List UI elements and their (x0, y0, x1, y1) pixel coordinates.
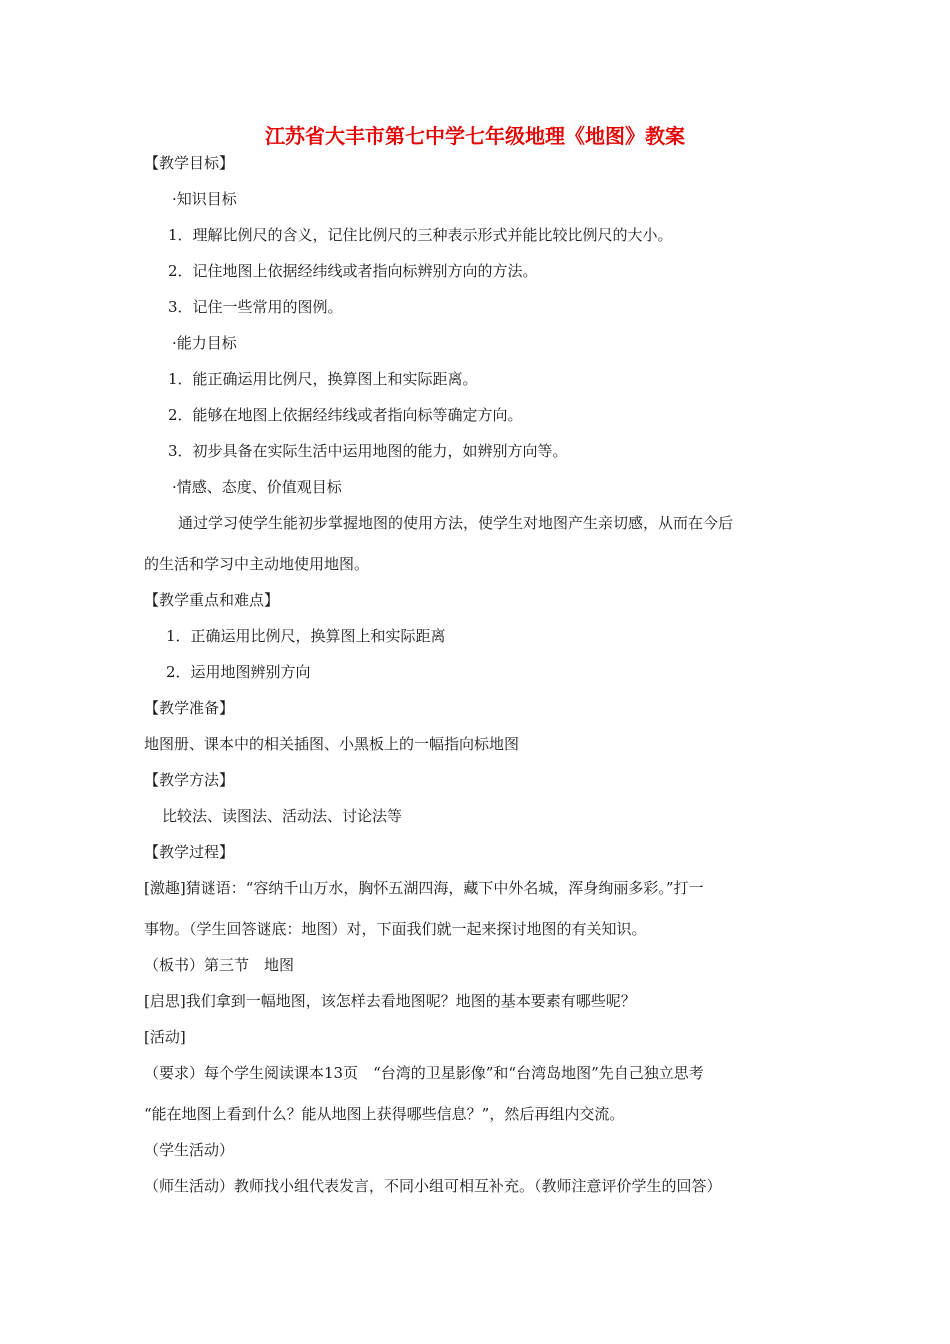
ability-goal-2: 2．能够在地图上依据经纬线或者指向标等确定方向。 (168, 406, 523, 424)
process-student-activity: （学生活动） (144, 1141, 235, 1159)
process-riddle-2: 事物。（学生回答谜底：地图）对，下面我们就一起来探讨地图的有关知识。 (144, 920, 647, 938)
heading-teaching-goals: 【教学目标】 (144, 154, 235, 172)
methods-text: 比较法、读图法、活动法、讨论法等 (162, 807, 403, 825)
process-inspire: [启思]我们拿到一幅地图，该怎样去看地图呢？地图的基本要素有哪些呢？ (144, 992, 636, 1010)
heading-preparation: 【教学准备】 (144, 699, 235, 717)
process-activity: [活动] (144, 1028, 186, 1046)
process-requirement-1: （要求）每个学生阅读课本13页 “台湾的卫星影像”和“台湾岛地图”先自己独立思考 (144, 1064, 704, 1082)
heading-key-points: 【教学重点和难点】 (144, 591, 280, 609)
process-board: （板书）第三节 地图 (144, 956, 295, 974)
process-riddle-1: [激趣]猜谜语：“容纳千山万水，胸怀五湖四海，藏下中外名城，浑身绚丽多彩。”打一 (144, 879, 704, 897)
heading-process: 【教学过程】 (144, 843, 235, 861)
document-title: 江苏省大丰市第七中学七年级地理《地图》教案 (265, 124, 685, 148)
attitude-goal-text-1: 通过学习使学生能初步掌握地图的使用方法，使学生对地图产生亲切感，从而在今后 (178, 514, 734, 532)
subheading-attitude-goals: ·情感、态度、价值观目标 (172, 478, 342, 496)
knowledge-goal-2: 2．记住地图上依据经纬线或者指向标辨别方向的方法。 (168, 262, 538, 280)
key-point-1: 1．正确运用比例尺，换算图上和实际距离 (166, 627, 446, 645)
subheading-ability-goals: ·能力目标 (172, 334, 237, 352)
knowledge-goal-3: 3．记住一些常用的图例。 (168, 298, 343, 316)
subheading-knowledge-goals: ·知识目标 (172, 190, 237, 208)
heading-methods: 【教学方法】 (144, 771, 235, 789)
preparation-text: 地图册、课本中的相关插图、小黑板上的一幅指向标地图 (144, 735, 520, 753)
attitude-goal-text-2: 的生活和学习中主动地使用地图。 (144, 555, 370, 573)
ability-goal-1: 1．能正确运用比例尺，换算图上和实际距离。 (168, 370, 478, 388)
key-point-2: 2．运用地图辨别方向 (166, 663, 311, 681)
knowledge-goal-1: 1．理解比例尺的含义，记住比例尺的三种表示形式并能比较比例尺的大小。 (168, 226, 673, 244)
process-teacher-student-activity: （师生活动）教师找小组代表发言，不同小组可相互补充。（教师注意评价学生的回答） (144, 1177, 722, 1195)
ability-goal-3: 3．初步具备在实际生活中运用地图的能力，如辨别方向等。 (168, 442, 568, 460)
process-requirement-2: “能在地图上看到什么？能从地图上获得哪些信息？”，然后再组内交流。 (144, 1105, 625, 1123)
